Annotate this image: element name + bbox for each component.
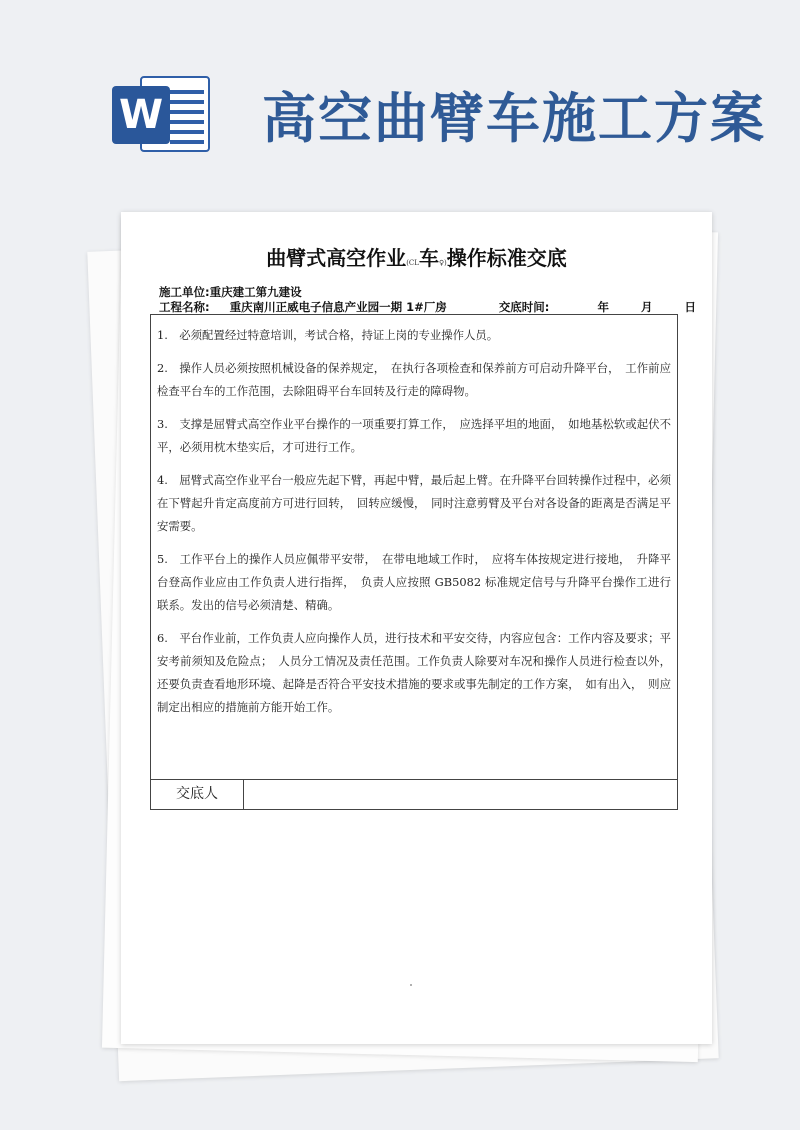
page-header — [0, 0, 800, 200]
project-label: 工程名称: — [159, 300, 210, 314]
instruction-content-box — [150, 314, 678, 780]
instruction-item-6: 6. 平台作业前，工作负责人应向操作人员，进行技术和平安交待，内容应包含：工作内容及要求；平安考前须知及危险点； 人员分工情况及责任范围。工作负责人除要对车况和操作人员进行检查以外，还要负责查看地形环境、起降是否符合平安技术措施的要求或事先制定的工作方案， 如有出入， 则应制定出相应的措施前方能开始工作。 — [157, 631, 671, 714]
document-title: 曲臂式高空作业(CL车♀)操作标准交底 — [266, 246, 567, 270]
page-dot — [410, 984, 412, 986]
instruction-item-2: 2. 操作人员必须按照机械设备的保养规定， 在执行各项检查和保养前方可启动升降平台， 工作前应检查平台车的工作范围，去除阻碍平台车回转及行走的障碍物。 — [157, 361, 671, 398]
project-name: 重庆南川正威电子信息产业园一期 1#厂房 — [229, 300, 447, 314]
word-document-icon — [112, 72, 212, 156]
instruction-item-1: 1. 必须配置经过特意培训，考试合格，持证上岗的专业操作人员。 — [157, 328, 499, 342]
construction-unit: 施工单位:重庆建工第九建设 — [159, 285, 302, 299]
signer-value — [244, 780, 677, 809]
date-year: 年 — [597, 300, 609, 314]
project-info-line — [159, 299, 697, 315]
signer-label: 交底人 — [151, 780, 244, 809]
page-title: 高空曲臂车施工方案 — [262, 87, 766, 150]
date-month: 月 — [640, 300, 653, 314]
signature-row — [150, 779, 678, 810]
instruction-item-5: 5. 工作平台上的操作人员应佩带平安带， 在带电地域工作时， 应将车体按规定进行接地， 升降平台登高作业应由工作负责人进行指挥， 负责人应按照 GB5082 标准规定信号与升降平台操作工进行联系。发出的信号必须清楚、精确。 — [157, 552, 671, 612]
document-sheet — [121, 212, 712, 1044]
instruction-item-3: 3. 支撑是屈臂式高空作业平台操作的一项重要打算工作， 应选择平坦的地面， 如地基松软或起伏不平，必须用枕木垫实后，才可进行工作。 — [157, 417, 671, 454]
word-letter-badge: W — [112, 86, 170, 144]
date-label: 交底时间: — [498, 300, 550, 314]
date-day: 日 — [684, 300, 697, 314]
instruction-item-4: 4. 屈臂式高空作业平台一般应先起下臂，再起中臂，最后起上臂。在升降平台回转操作过程中，必须在下臂起升肯定高度前方可进行回转， 回转应缓慢， 同时注意剪臂及平台对各设备的距离是否满足平安需要。 — [157, 473, 671, 533]
